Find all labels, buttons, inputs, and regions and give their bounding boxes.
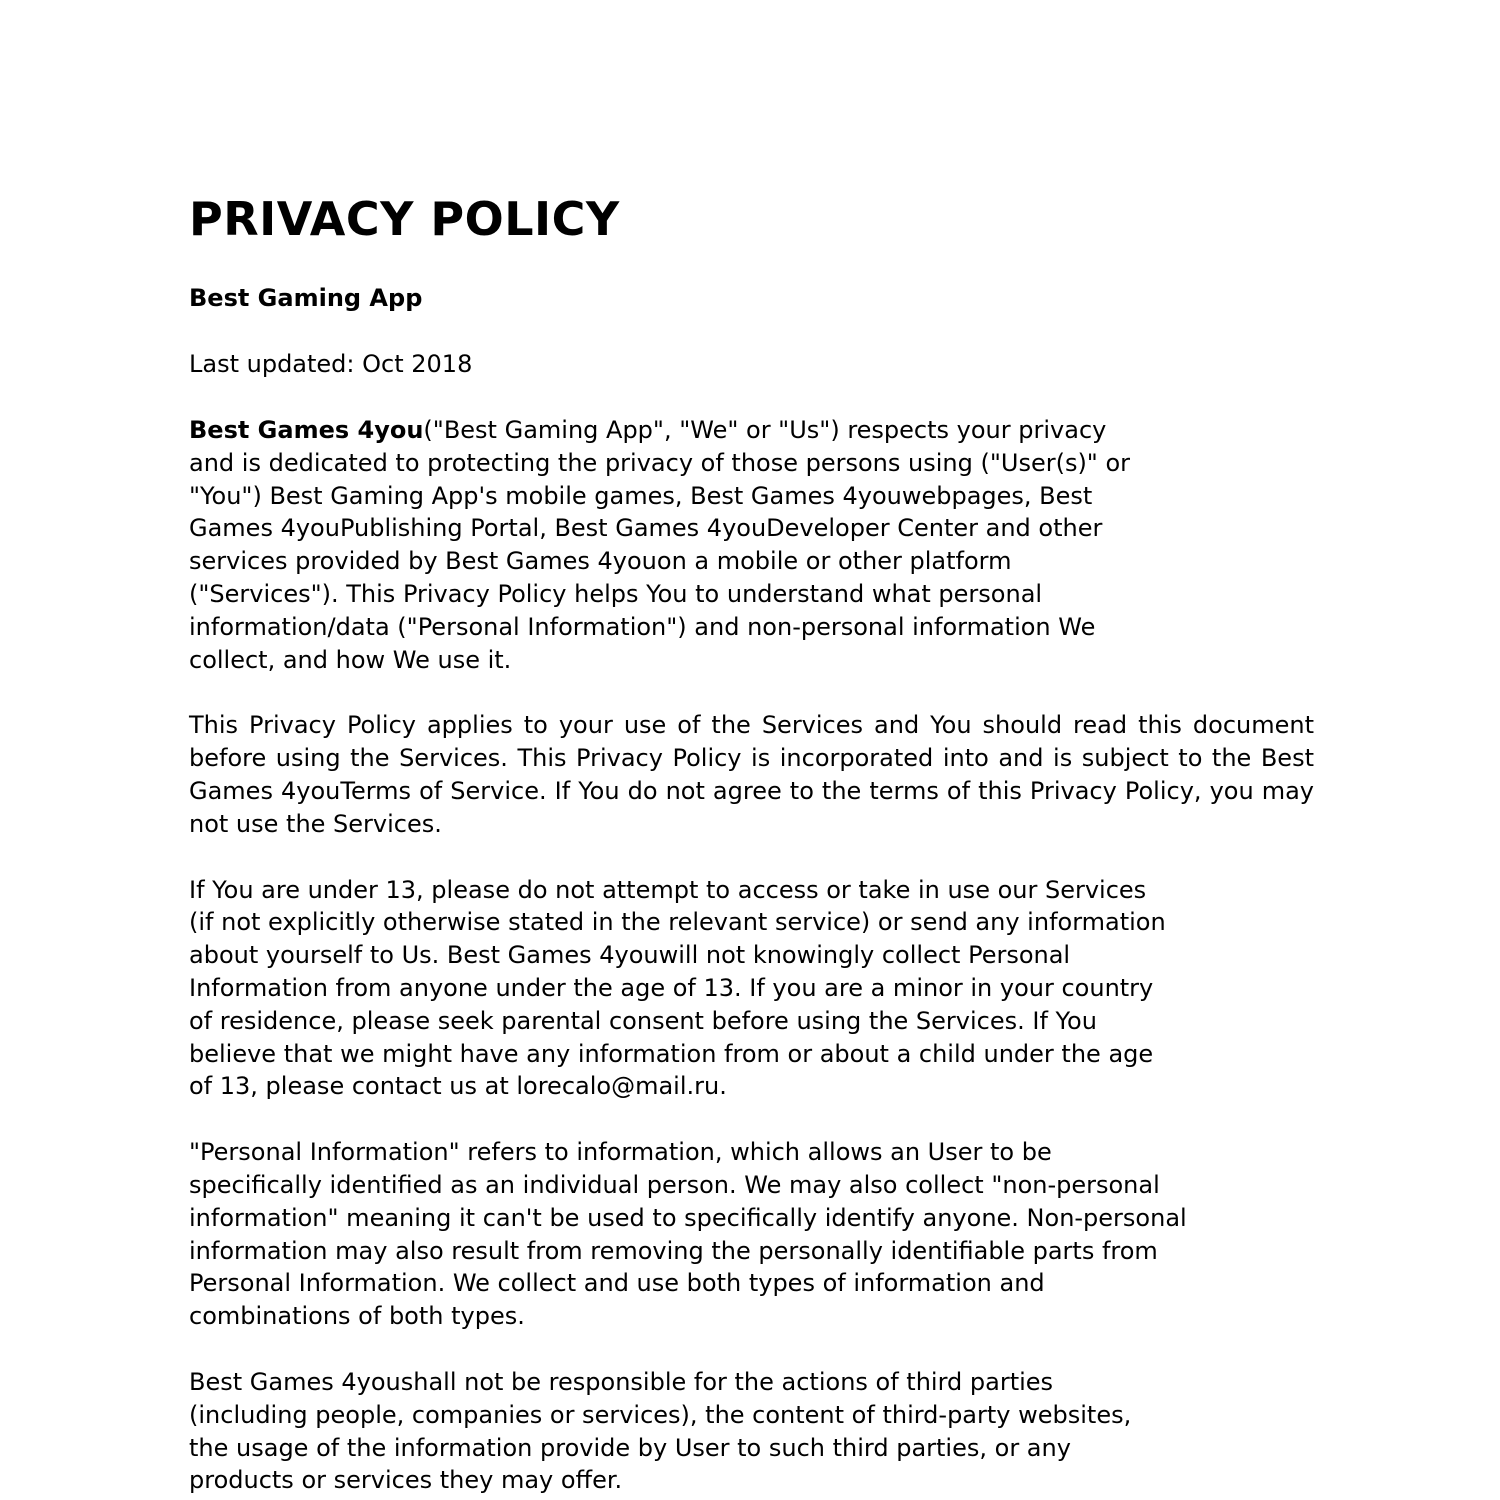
intro-paragraph-text: ("Best Gaming App", "We" or "Us") respects your privacy and is dedicated to protecting the privacy of those persons using ("User(s)" or "You") Best Gaming App's mobile games, Best Games 4youwebpages, Best Games 4youPublishing Portal, Best Games 4youDeveloper Center and other services provided by Best Games 4youon a mobile or other platform ("Services"). This Privacy Policy helps You to understand what personal information/data ("Personal Information") and non-personal information We collect, and how We use it. — [189, 416, 1131, 674]
app-name-heading: Best Gaming App — [189, 284, 423, 312]
third-party-paragraph: Best Games 4youshall not be responsible for the actions of third parties (including people, companies or services), the content of third-party websites, the usage of the information provide by User to such third parties, or any products or services they may offer. — [189, 1367, 1132, 1495]
scope-paragraph: This Privacy Policy applies to your use of the Services and You should read this document before using the Services. This Privacy Policy is incorporated into and is subject to the Best Games 4youTerms of Service. If You do not agree to the terms of this Privacy Policy, you may not use the Services. — [189, 711, 1314, 838]
intro-paragraph — [189, 414, 1314, 676]
personal-information-paragraph: "Personal Information" refers to information, which allows an User to be specifically identified as an individual person. We may also collect "non-personal information" meaning it can't be used to specifically identify anyone. Non-personal information may also result from removing the personally identifiable parts from Personal Information. We collect and use both types of information and combinations of both types. — [189, 1138, 1187, 1331]
last-updated-date: Last updated: Oct 2018 — [189, 350, 473, 378]
document-body — [189, 186, 1314, 1500]
page-title: PRIVACY POLICY — [189, 192, 620, 246]
company-name: Best Games 4you — [189, 416, 424, 444]
children-paragraph: If You are under 13, please do not attempt to access or take in use our Services (if not explicitly otherwise stated in the relevant service) or send any information about yourself to Us. Best Games 4youwill not knowingly collect Personal Information from anyone under the age of 13. If you are a minor in your country of residence, please seek parental consent before using the Services. If You believe that we might have any information from or about a child under the age of 13, please contact us at lorecalo@mail.ru. — [189, 875, 1166, 1101]
